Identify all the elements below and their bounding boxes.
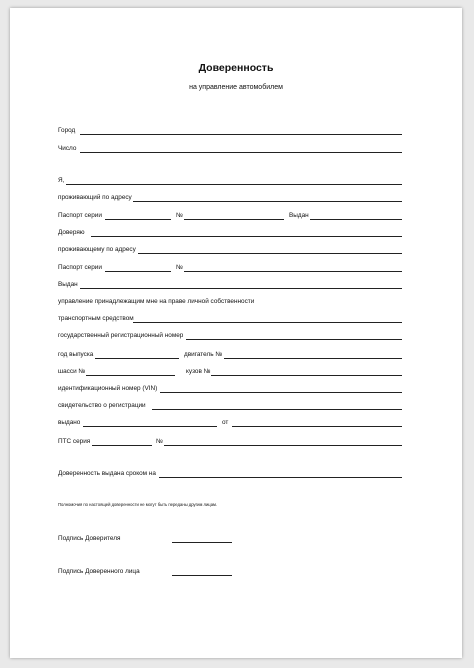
signature-attorney-label: Подпись Доверенного лица xyxy=(58,568,140,575)
issued-line-3[interactable] xyxy=(83,426,217,427)
pts-number-label: № xyxy=(156,438,163,445)
pts-series-line[interactable] xyxy=(92,445,152,446)
ownership-text xyxy=(58,297,402,307)
residing-label-2: проживающему по адресу xyxy=(58,246,136,253)
attorney-issued-line[interactable] xyxy=(80,288,402,289)
document-subtitle: на управление автомобилем xyxy=(189,84,283,91)
field-reg-cert xyxy=(58,401,402,411)
vin-line[interactable] xyxy=(160,392,402,393)
reg-number-label: государственный регистрационный номер xyxy=(58,332,184,339)
field-attorney-address xyxy=(58,245,402,255)
field-chassis-body xyxy=(58,367,402,377)
signature-principal xyxy=(58,534,258,544)
vehicle-line[interactable] xyxy=(133,322,402,323)
from-line[interactable] xyxy=(232,426,402,427)
reg-cert-line[interactable] xyxy=(152,409,402,410)
pts-series-label: ПТС серия xyxy=(58,438,91,445)
passport-number-line[interactable] xyxy=(184,219,284,220)
reg-cert-label: свидетельство о регистрации xyxy=(58,402,146,409)
document-page xyxy=(10,8,462,658)
engine-line[interactable] xyxy=(224,358,402,359)
principal-address-line[interactable] xyxy=(133,201,402,202)
body-line[interactable] xyxy=(211,375,402,376)
field-principal-address xyxy=(58,193,402,203)
chassis-line[interactable] xyxy=(86,375,175,376)
ownership-label: управление принадлежащим мне на праве личной собственности xyxy=(58,298,255,305)
vin-label: идентификационный номер (VIN) xyxy=(58,385,158,392)
from-label: от xyxy=(222,419,229,426)
document-title: Доверенность xyxy=(198,62,274,74)
passport-number-label-2: № xyxy=(176,264,183,271)
passport-issued-label: Выдан xyxy=(289,212,309,219)
residing-label: проживающий по адресу xyxy=(58,194,132,201)
passport-number-label: № xyxy=(176,212,183,219)
field-issued-from xyxy=(58,418,402,428)
vehicle-label: транспортным средством xyxy=(58,315,134,322)
entrust-label: Доверяю xyxy=(58,229,85,236)
validity-line[interactable] xyxy=(159,477,402,478)
passport-series-line[interactable] xyxy=(105,219,171,220)
passport-series-line-2[interactable] xyxy=(105,271,171,272)
field-attorney-passport xyxy=(58,263,402,273)
date-line[interactable] xyxy=(80,152,402,153)
year-line[interactable] xyxy=(95,358,179,359)
field-vin xyxy=(58,384,402,394)
issued-label-2: Выдан xyxy=(58,281,78,288)
chassis-label: шасси № xyxy=(58,368,86,375)
field-reg-number xyxy=(58,331,402,341)
engine-label: двигатель № xyxy=(184,351,223,358)
pts-number-line[interactable] xyxy=(164,445,402,446)
validity-label: Доверенность выдана сроком на xyxy=(58,470,156,477)
attorney-address-line[interactable] xyxy=(138,253,402,254)
passport-series-label: Паспорт серии xyxy=(58,212,102,219)
field-pts xyxy=(58,437,402,447)
i-label: Я, xyxy=(58,177,65,184)
field-principal-passport xyxy=(58,211,402,221)
issued-label-3: выдано xyxy=(58,419,81,426)
signature-principal-label: Подпись Доверителя xyxy=(58,535,121,542)
passport-series-label-2: Паспорт серии xyxy=(58,264,102,271)
principal-name-line[interactable] xyxy=(66,184,402,185)
year-label: год выпуска xyxy=(58,351,94,358)
signature-principal-line[interactable] xyxy=(172,542,232,543)
field-year-engine xyxy=(58,350,402,360)
field-principal-name xyxy=(58,176,402,186)
field-date xyxy=(58,144,402,154)
field-city xyxy=(58,126,402,136)
field-vehicle xyxy=(58,314,402,324)
signature-attorney-line[interactable] xyxy=(172,575,232,576)
date-label: Число xyxy=(58,145,77,152)
body-label: кузов № xyxy=(186,368,211,375)
passport-number-line-2[interactable] xyxy=(184,271,402,272)
signature-attorney xyxy=(58,567,258,577)
field-attorney-issued xyxy=(58,280,402,290)
passport-issued-line[interactable] xyxy=(310,219,402,220)
authority-note: Полномочия по настоящей доверенности не могут быть переданы другим лицам. xyxy=(58,502,218,507)
attorney-name-line[interactable] xyxy=(91,236,402,237)
city-line[interactable] xyxy=(80,134,402,135)
reg-number-line[interactable] xyxy=(186,339,402,340)
city-label: Город xyxy=(58,127,76,134)
field-validity xyxy=(58,469,402,479)
field-attorney-name xyxy=(58,228,402,238)
